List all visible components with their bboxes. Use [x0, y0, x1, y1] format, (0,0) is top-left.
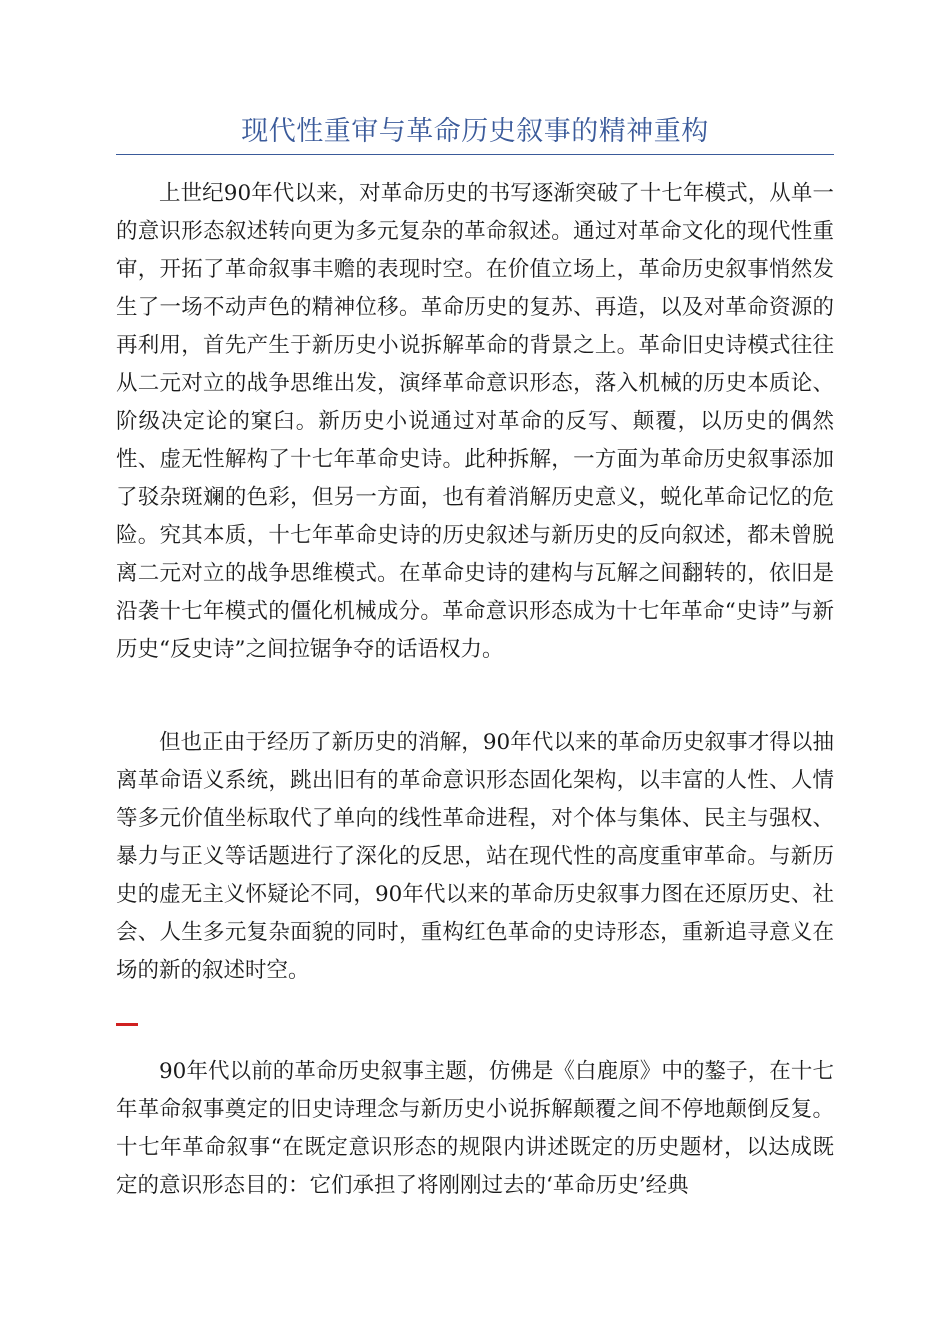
document-title: 现代性重审与革命历史叙事的精神重构: [241, 116, 709, 147]
paragraph-1: 上世纪90年代以来，对革命历史的书写逐渐突破了十七年模式，从单一的意识形态叙述转向更为多元复杂的革命叙述。通过对革命文化的现代性重审，开拓了革命叙事丰赡的表现时空。在价值立场上，革命历史叙事悄然发生了一场不动声色的精神位移。革命历史的复苏、再造，以及对革命资源的再利用，首先产生于新历史小说拆解革命的背景之上。革命旧史诗模式往往从二元对立的战争思维出发，演绎革命意识形态，落入机械的历史本质论、阶级决定论的窠臼。新历史小说通过对革命的反写、颠覆，以历史的偶然性、虚无性解构了十七年革命史诗。此种拆解，一方面为革命历史叙事添加了驳杂斑斓的色彩，但另一方面，也有着消解历史意义，蜕化革命记忆的危险。究其本质，十七年革命史诗的历史叙述与新历史的反向叙述，都未曾脱离二元对立的战争思维模式。在革命史诗的建构与瓦解之间翻转的，依旧是沿袭十七年模式的僵化机械成分。革命意识形态成为十七年革命“史诗”与新历史“反史诗”之间拉锯争夺的话语权力。: [116, 181, 834, 662]
section-marker: [116, 1023, 138, 1026]
title-underline: [116, 154, 834, 155]
paragraph-2: 但也正由于经历了新历史的消解，90年代以来的革命历史叙事才得以抽离革命语义系统，跳出旧有的革命意识形态固化架构，以丰富的人性、人情等多元价值坐标取代了单向的线性革命进程，对个体与集体、民主与强权、暴力与正义等话题进行了深化的反思，站在现代性的高度重审革命。与新历史的虚无主义怀疑论不同，90年代以来的革命历史叙事力图在还原历史、社会、人生多元复杂面貌的同时，重构红色革命的史诗形态，重新追寻意义在场的新的叙述时空。: [116, 730, 834, 983]
paragraph-3: 90年代以前的革命历史叙事主题，仿佛是《白鹿原》中的鏊子，在十七年革命叙事奠定的旧史诗理念与新历史小说拆解颠覆之间不停地颠倒反复。十七年革命叙事“在既定意识形态的规限内讲述既定的历史题材，以达成既定的意识形态目的：它们承担了将刚刚过去的‘革命历史’经典: [116, 1059, 834, 1198]
